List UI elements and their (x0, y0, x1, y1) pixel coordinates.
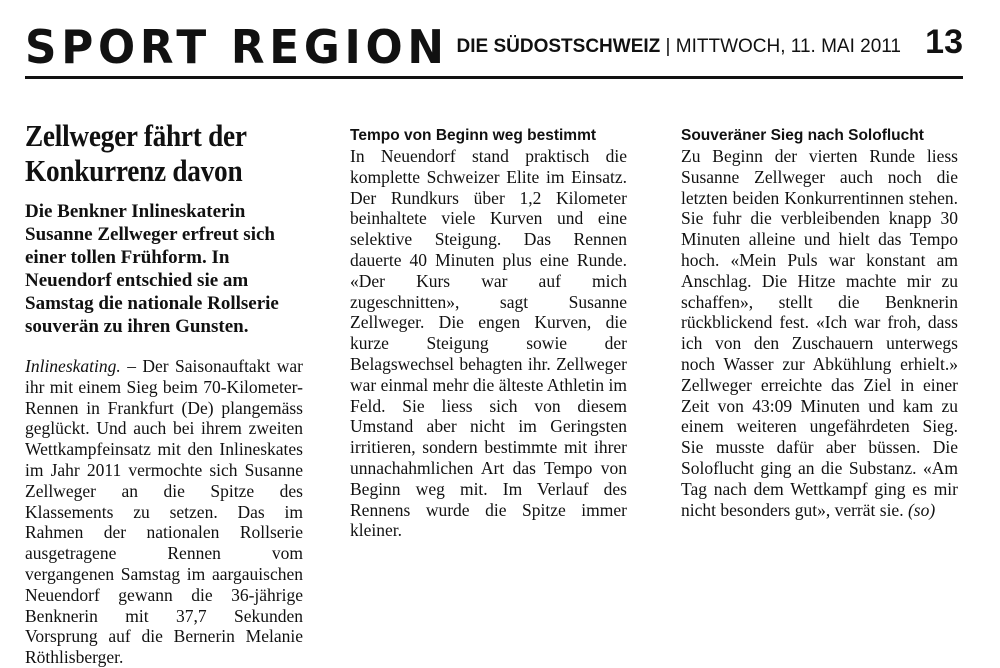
article-column-1 (25, 118, 303, 668)
subheading-tempo: Tempo von Beginn weg bestimmt (350, 127, 597, 144)
masthead (25, 18, 963, 79)
article-body-2 (681, 146, 958, 520)
issue-date: MITTWOCH, 11. MAI 2011 (675, 36, 901, 57)
newspaper-name: DIE SÜDOSTSCHWEIZ (456, 36, 661, 57)
article-intro-text: – Der Saisonauftakt war ihr mit einem Sieg beim 70-Kilometer-Rennen in Frankfurt (De) plangemäss geglückt. Und auch bei ihrem zweiten Wettkampfeinsatz mit den Inlineskates im Jahr 2011 vermochte sich Susanne Zellweger an die Spitze des Klassements zu setzen. Das im Rahmen der nationalen Rollserie ausgetragene Rennen vom vergangenen Samstag im aargauischen Neuendorf gewann die 36-jährige Benknerin mit 37,7 Sekunden Vorsprung auf die Bernerin Melanie Röthlisberger. (25, 356, 303, 668)
article-body-2-text: Zu Beginn der vierten Runde liess Susanne Zellweger auch noch die letzten beiden Konkurrentinnen stehen. Sie fuhr die verbleibenden knapp 30 Minuten alleine und hielt das Tempo hoch. «Mein Puls war konstant am Anschlag. Die Hitze machte mir zu schaffen», stellt die Benknerin rückblickend fest. «Ich war froh, dass ich von den Zuschauern unterwegs noch Wasser zur Abkühlung erhielt.» Zellweger erreichte das Ziel in einer Zeit von 43:09 Minuten und kam zu einem weiteren ungefährdeten Sieg. Sie musste dafür aber büssen. Die Soloflucht ging an die Substanz. «Am Tag nach dem Wettkampf ging es mir nicht besonders gut», verrät sie. (681, 146, 958, 520)
article-body-1: In Neuendorf stand praktisch die komplette Schweizer Elite im Einsatz. Der Rundkurs über 1,2 Kilometer beinhaltete viele Kurven und eine selektive Steigung. Das Rennen dauerte 40 Minuten plus eine Runde. «Der Kurs war auf mich zugeschnitten», sagt Susanne Zellweger. Die engen Kurven, die kurze Steigung sowie der Belagswechsel behagten ihr. Zellweger war einmal mehr die älteste Athletin im Feld. Sie liess sich von diesem Umstand aber nicht im Geringsten irritieren, sondern bestimmte mit ihrer unnachahmlichen Art das Tempo von Beginn weg mit. Im Verlauf des Rennens wurde die Spitze immer kleiner. (350, 146, 628, 541)
article-kicker: Inlineskating. (25, 356, 121, 376)
section-title: SPORT REGION (25, 20, 449, 74)
subheading-sieg: Souveräner Sieg nach Soloflucht (681, 127, 924, 144)
article-column-2 (350, 126, 627, 541)
article-headline: Zellweger fährt der Konkurrenz davon (25, 118, 247, 188)
author-initials: (so) (907, 499, 936, 520)
article-intro (25, 356, 303, 668)
article-column-3 (681, 126, 958, 520)
article-lead: Die Benkner Inlineskaterin Susanne Zellweger erfreut sich einer tollen Frühform. In Neuendorf entschied sie am Samstag die nationale Rollserie souverän zu ihren Gunsten. (25, 201, 279, 337)
header-separator: | (660, 36, 676, 57)
page-number: 13 (925, 23, 963, 61)
paper-info (457, 36, 901, 58)
